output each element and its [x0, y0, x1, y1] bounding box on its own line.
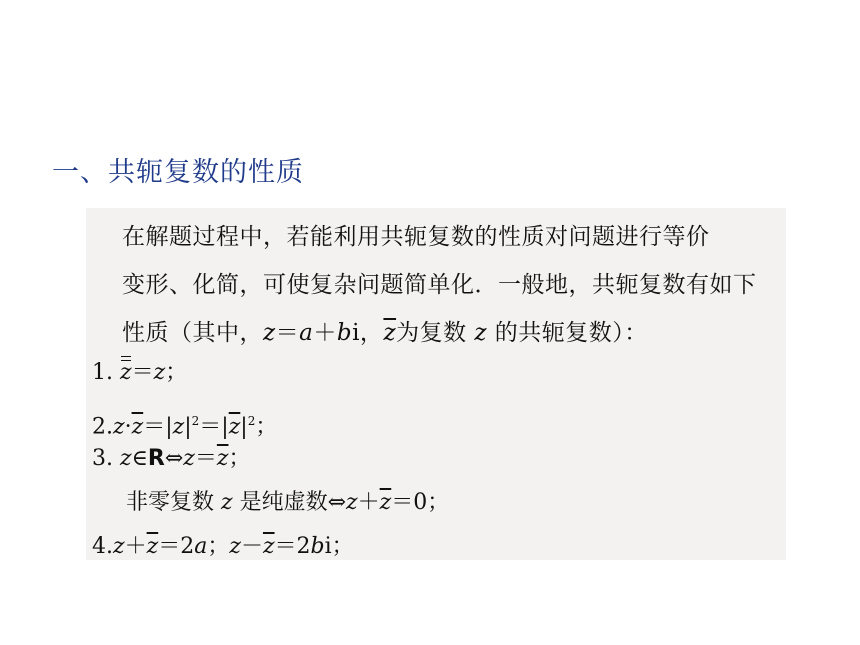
- property-3: 3. $z\in R\Leftrightarrow z=\overline{z}$；: [92, 446, 251, 471]
- intro-line-3: 性质（其中，z＝a＋bi，$\overline{z}$为复数 z 的共轭复数）：: [122, 320, 648, 346]
- intro-line-2: 变形、化简，可使复杂问题简单化．一般地，共轭复数有如下: [122, 272, 757, 298]
- section-heading: 一、共轭复数的性质: [52, 157, 304, 188]
- property-4: $4.z+\overline{z}=2a$；$z-\overline{z}=2bi$；: [92, 534, 354, 559]
- property-3-note: 非零复数 z 是纯虚数$\Leftrightarrow z+\overline{z}=0$；: [126, 490, 450, 515]
- content-panel: [86, 208, 786, 560]
- property-2: $2.z\cdot\overline{z}=|z|^2=|\overline{z}|^2$；: [92, 414, 278, 440]
- property-1: 1. z＝z；: [92, 358, 187, 388]
- intro-line-1: 在解题过程中，若能利用共轭复数的性质对问题进行等价: [122, 224, 710, 250]
